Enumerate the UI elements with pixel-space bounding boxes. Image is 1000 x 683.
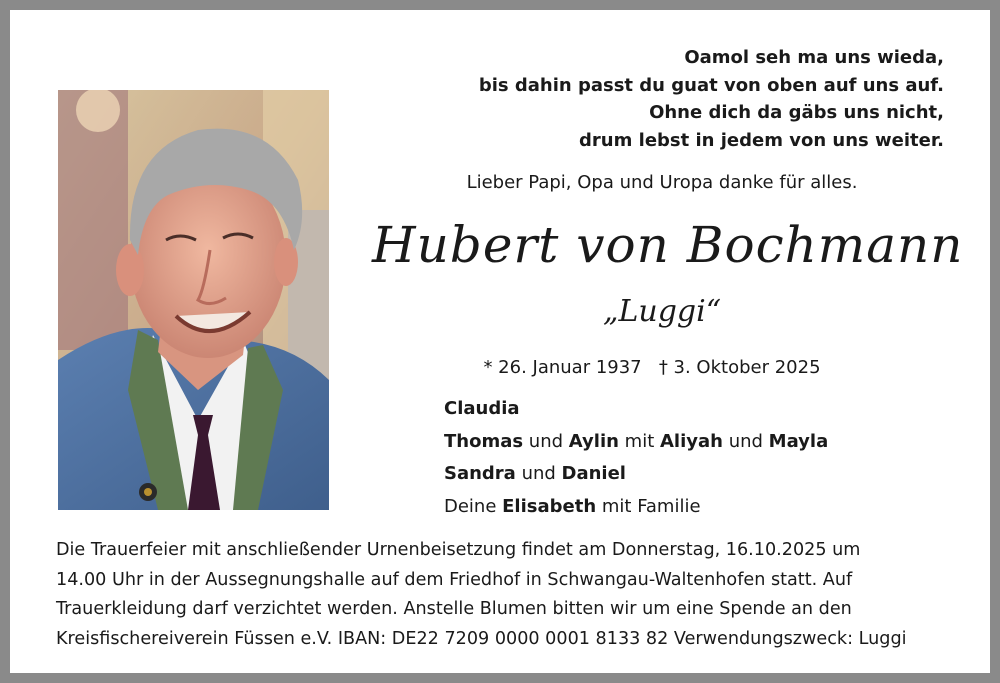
deceased-nickname: „Luggi“ bbox=[602, 294, 722, 329]
family-line bbox=[444, 426, 828, 459]
family-member: Elisabeth bbox=[502, 495, 597, 517]
life-dates bbox=[382, 357, 922, 378]
poem bbox=[384, 44, 944, 154]
notice-line: Trauerkleidung darf verzichtet werden. Anstelle Blumen bitten wir um eine Spende an den bbox=[56, 599, 852, 619]
family-member: Sandra bbox=[444, 463, 516, 484]
family-member: Claudia bbox=[444, 398, 520, 419]
connector-text: Deine bbox=[444, 495, 503, 517]
funeral-notice bbox=[56, 536, 976, 654]
poem-line: drum lebst in jedem von uns weiter. bbox=[579, 129, 944, 151]
family-member: Mayla bbox=[768, 430, 829, 452]
connector-text: und bbox=[515, 463, 562, 484]
deceased-name: Hubert von Bochmann bbox=[372, 216, 964, 274]
family-list bbox=[444, 393, 828, 523]
notice-line: Kreisfischereiverein Füssen e.V. IBAN: DE22 7209 0000 0001 8133 82 Verwendungszweck: Luggi bbox=[56, 628, 907, 649]
connector-text: und bbox=[523, 430, 569, 452]
family-member: Aylin bbox=[568, 430, 619, 452]
obituary-card bbox=[10, 10, 990, 673]
connector-text: mit bbox=[618, 430, 660, 452]
birth-date: * 26. Januar 1937 bbox=[483, 357, 642, 378]
family-member: Daniel bbox=[561, 463, 626, 484]
portrait-photo bbox=[58, 90, 329, 510]
family-member: Thomas bbox=[444, 430, 524, 452]
family-line bbox=[444, 393, 828, 426]
family-member: Aliyah bbox=[660, 430, 723, 452]
family-line bbox=[444, 491, 828, 524]
poem-line: Oamol seh ma uns wieda, bbox=[684, 47, 944, 68]
notice-line: 14.00 Uhr in der Aussegnungshalle auf dem Friedhof in Schwangau-Waltenhofen statt. Auf bbox=[56, 569, 853, 590]
death-date: † 3. Oktober 2025 bbox=[658, 357, 821, 378]
family-line bbox=[444, 458, 828, 491]
connector-text: und bbox=[722, 430, 769, 452]
poem-line: Ohne dich da gäbs uns nicht, bbox=[649, 102, 944, 123]
notice-line: Die Trauerfeier mit anschließender Urnenbeisetzung findet am Donnerstag, 16.10.2025 um bbox=[56, 540, 861, 560]
thanks-line: Lieber Papi, Opa und Uropa danke für alles. bbox=[466, 172, 858, 193]
connector-text: mit Familie bbox=[596, 495, 701, 517]
poem-line: bis dahin passt du guat von oben auf uns auf. bbox=[478, 74, 944, 96]
